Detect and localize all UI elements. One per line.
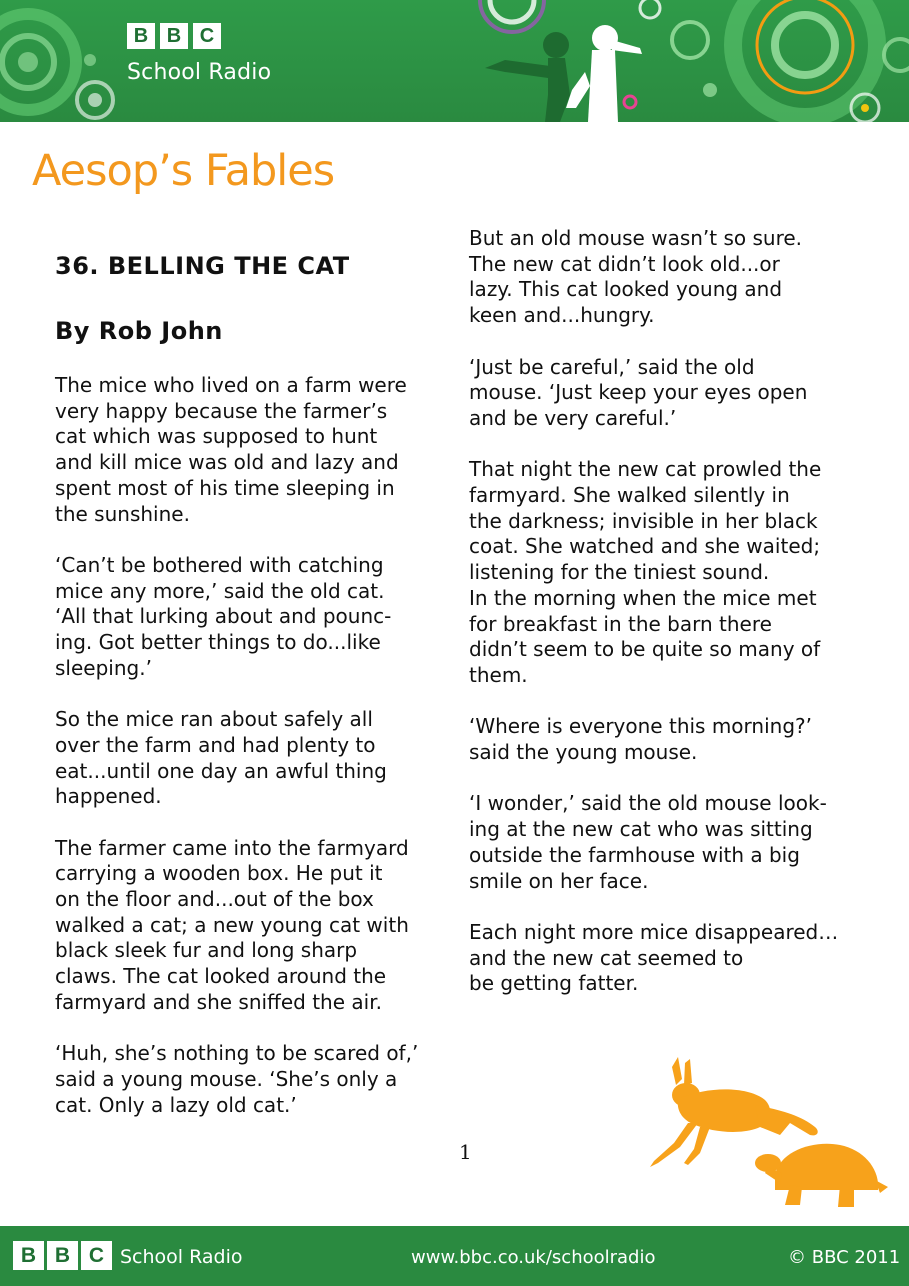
brand-subtitle: School Radio <box>127 60 272 85</box>
story-paragraph: ‘Just be careful,’ said the old mouse. ‘Just keep your eyes open and be very careful.’ <box>469 354 808 430</box>
header-banner <box>0 0 909 122</box>
story-author: By Rob John <box>55 317 223 345</box>
footer-url-link[interactable]: www.bbc.co.uk/schoolradio <box>411 1247 656 1268</box>
story-title: 36. BELLING THE CAT <box>55 252 350 280</box>
bbc-logo-letter: C <box>193 23 221 49</box>
bbc-logo <box>127 23 221 49</box>
story-paragraph: ‘Huh, she’s nothing to be scared of,’ said a young mouse. ‘She’s only a cat. Only a lazy old cat.’ <box>55 1041 419 1117</box>
story-paragraph: So the mice ran about safely all over the farm and had plenty to eat...until one day an awful thing happened. <box>55 707 387 809</box>
bbc-logo <box>13 1241 112 1270</box>
bbc-logo-letter: B <box>160 23 188 49</box>
story-paragraph: ‘Can’t be bothered with catching mice any more,’ said the old cat. ‘All that lurking about and pounc- ing. Got better things to do...like sleeping.’ <box>55 552 392 680</box>
story-column-left <box>55 373 450 1144</box>
footer-brand-subtitle: School Radio <box>120 1246 243 1268</box>
story-paragraph: That night the new cat prowled the farmyard. She walked silently in the darkness; invisible in her black coat. She watched and she waited; listening for the tiniest sound. In the morning when the mice met for breakfast in the barn there didn’t seem to be quite so many of them. <box>469 457 822 687</box>
story-paragraph: ‘I wonder,’ said the old mouse look- ing at the new cat who was sitting outside the farmhouse with a big smile on her face. <box>469 791 827 893</box>
tortoise-icon <box>755 1144 888 1207</box>
hare-icon <box>650 1057 818 1167</box>
bbc-logo-letter: B <box>47 1241 78 1270</box>
series-title: Aesop’s Fables <box>32 146 335 196</box>
story-paragraph: The farmer came into the farmyard carrying a wooden box. He put it on the floor and...out of the box walked a cat; a new young cat with black sleek fur and long sharp claws. The cat looked around the farmyard and she sniffed the air. <box>55 835 409 1014</box>
story-paragraph: The mice who lived on a farm were very happy because the farmer’s cat which was supposed to hunt and kill mice was old and lazy and spent most of his time sleeping in the sunshine. <box>55 373 407 526</box>
story-column-right <box>469 226 889 1023</box>
footer-copyright: © BBC 2011 <box>788 1247 901 1268</box>
story-paragraph: ‘Where is everyone this morning?’ said the young mouse. <box>469 714 812 765</box>
story-paragraph: But an old mouse wasn’t so sure. The new cat didn’t look old...or lazy. This cat looked young and keen and...hungry. <box>469 226 803 328</box>
footer <box>0 1226 909 1286</box>
bbc-logo-letter: C <box>81 1241 112 1270</box>
bbc-logo-letter: B <box>13 1241 44 1270</box>
bbc-logo-letter: B <box>127 23 155 49</box>
hare-tortoise-illustration <box>640 1055 890 1220</box>
story-paragraph: Each night more mice disappeared… and the new cat seemed to be getting fatter. <box>469 919 839 996</box>
page-number: 1 <box>459 1140 472 1164</box>
